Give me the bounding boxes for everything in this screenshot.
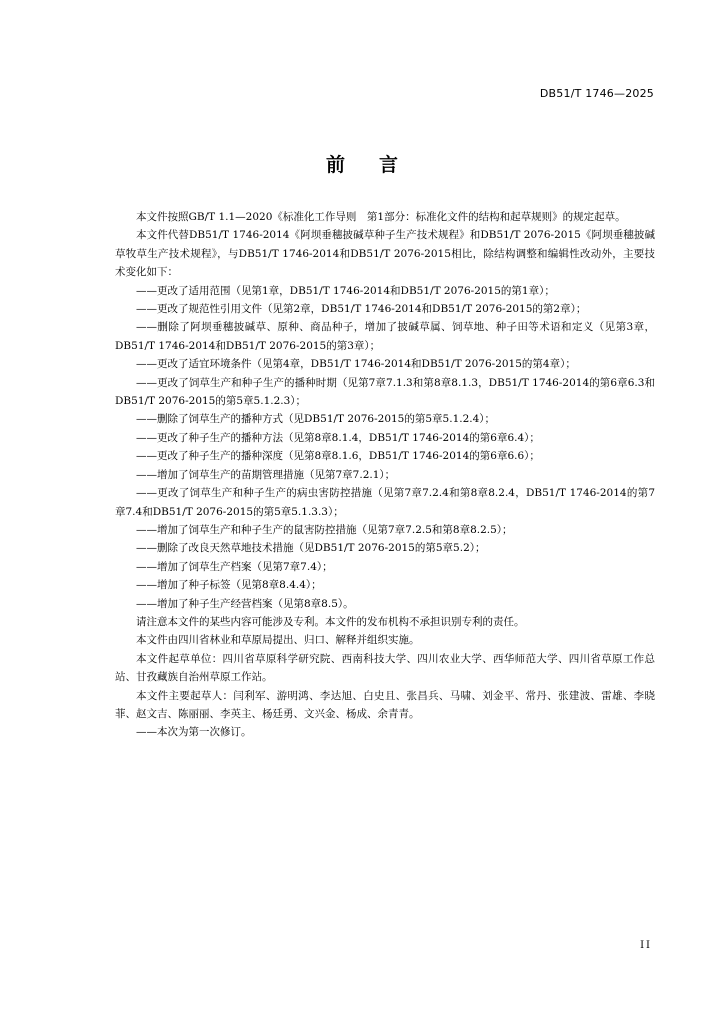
change-item: ——删除了饲草生产的播种方式（见DB51/T 2076-2015的第5章5.1.2.4）； (136, 413, 496, 426)
document-body (115, 208, 655, 742)
change-item: ——增加了饲草生产和种子生产的鼠害防控措施（见第7章7.2.5和第8章8.2.5）； (136, 523, 513, 536)
change-item: ——更改了饲草生产和种子生产的播种时期（见第7章7.1.3和第8章8.1.3，DB51/T 1746-2014的第6章6.3和DB51/T 2076-2015的第5章5.1.2.3）； (115, 376, 655, 408)
change-item: ——更改了规范性引用文件（见第2章，DB51/T 1746-2014和DB51/T 2076-2015的第2章）； (136, 303, 587, 316)
paragraph: 本文件按照GB/T 1.1—2020《标准化工作导则 第1部分：标准化文件的结构和起草规则》的规定起草。 (136, 211, 626, 223)
change-item: ——更改了种子生产的播种方法（见第8章8.1.4，DB51/T 1746-2014的第6章6.4）； (136, 431, 540, 444)
change-item: ——更改了适用范围（见第1章，DB51/T 1746-2014和DB51/T 2076-2015的第1章）； (136, 284, 555, 297)
drafting-units: 本文件起草单位：四川省草原科学研究院、西南科技大学、四川农业大学、西华师范大学、四川省草原工作总站、甘孜藏族自治州草原工作站。 (115, 652, 655, 684)
change-item: ——删除了改良天然草地技术措施（见DB51/T 2076-2015的第5章5.2）； (136, 542, 486, 555)
proposer-statement: 本文件由四川省林业和草原局提出、归口、解释并组织实施。 (136, 634, 420, 647)
page-number: II (640, 940, 652, 951)
change-item: ——更改了种子生产的播种深度（见第8章8.1.6，DB51/T 1746-2014的第6章6.6）； (136, 450, 540, 463)
change-item: ——增加了饲草生产的苗期管理措施（见第7章7.2.1）； (136, 468, 396, 481)
change-item: ——删除了阿坝垂穗披碱草、原种、商品种子，增加了披碱草属、饲草地、种子田等术语和定义（见第3章，DB51/T 1746-2014和DB51/T 2076-2015的第3章）； (115, 321, 655, 352)
paragraph: 本文件代替DB51/T 1746-2014《阿坝垂穗披碱草种子生产技术规程》和DB51/T 2076-2015《阿坝垂穗披碱草牧草生产技术规程》，与DB51/T 1746-2014和DB51/T 2076-2015相比，除结构调整和编辑性改动外，主要技术变化如下： (115, 229, 655, 279)
document-code: DB51/T 1746—2025 (539, 87, 654, 100)
change-item: ——增加了饲草生产档案（见第7章7.4）； (136, 560, 333, 573)
page-title: 前言 (325, 154, 432, 176)
patent-notice: 请注意本文件的某些内容可能涉及专利。本文件的发布机构不承担识别专利的责任。 (136, 615, 525, 628)
change-item: ——增加了种子生产经营档案（见第8章8.5）。 (136, 597, 354, 610)
drafters: 本文件主要起草人：闫利军、游明鸿、李达旭、白史且、张昌兵、马啸、刘金平、常丹、张建波、雷雄、李晓菲、赵文吉、陈丽丽、李英主、杨廷勇、文兴金、杨成、余青青。 (115, 689, 655, 720)
change-item: ——更改了饲草生产和种子生产的病虫害防控措施（见第7章7.2.4和第8章8.2.4，DB51/T 1746-2014的第7章7.4和DB51/T 2076-2015的第5章5.1.3.3）； (115, 487, 655, 518)
revision-note: ——本次为第一次修订。 (136, 726, 252, 739)
change-item: ——更改了适宜环境条件（见第4章，DB51/T 1746-2014和DB51/T 2076-2015的第4章）； (136, 358, 576, 371)
change-item: ——增加了种子标签（见第8章8.4.4）； (136, 579, 322, 592)
